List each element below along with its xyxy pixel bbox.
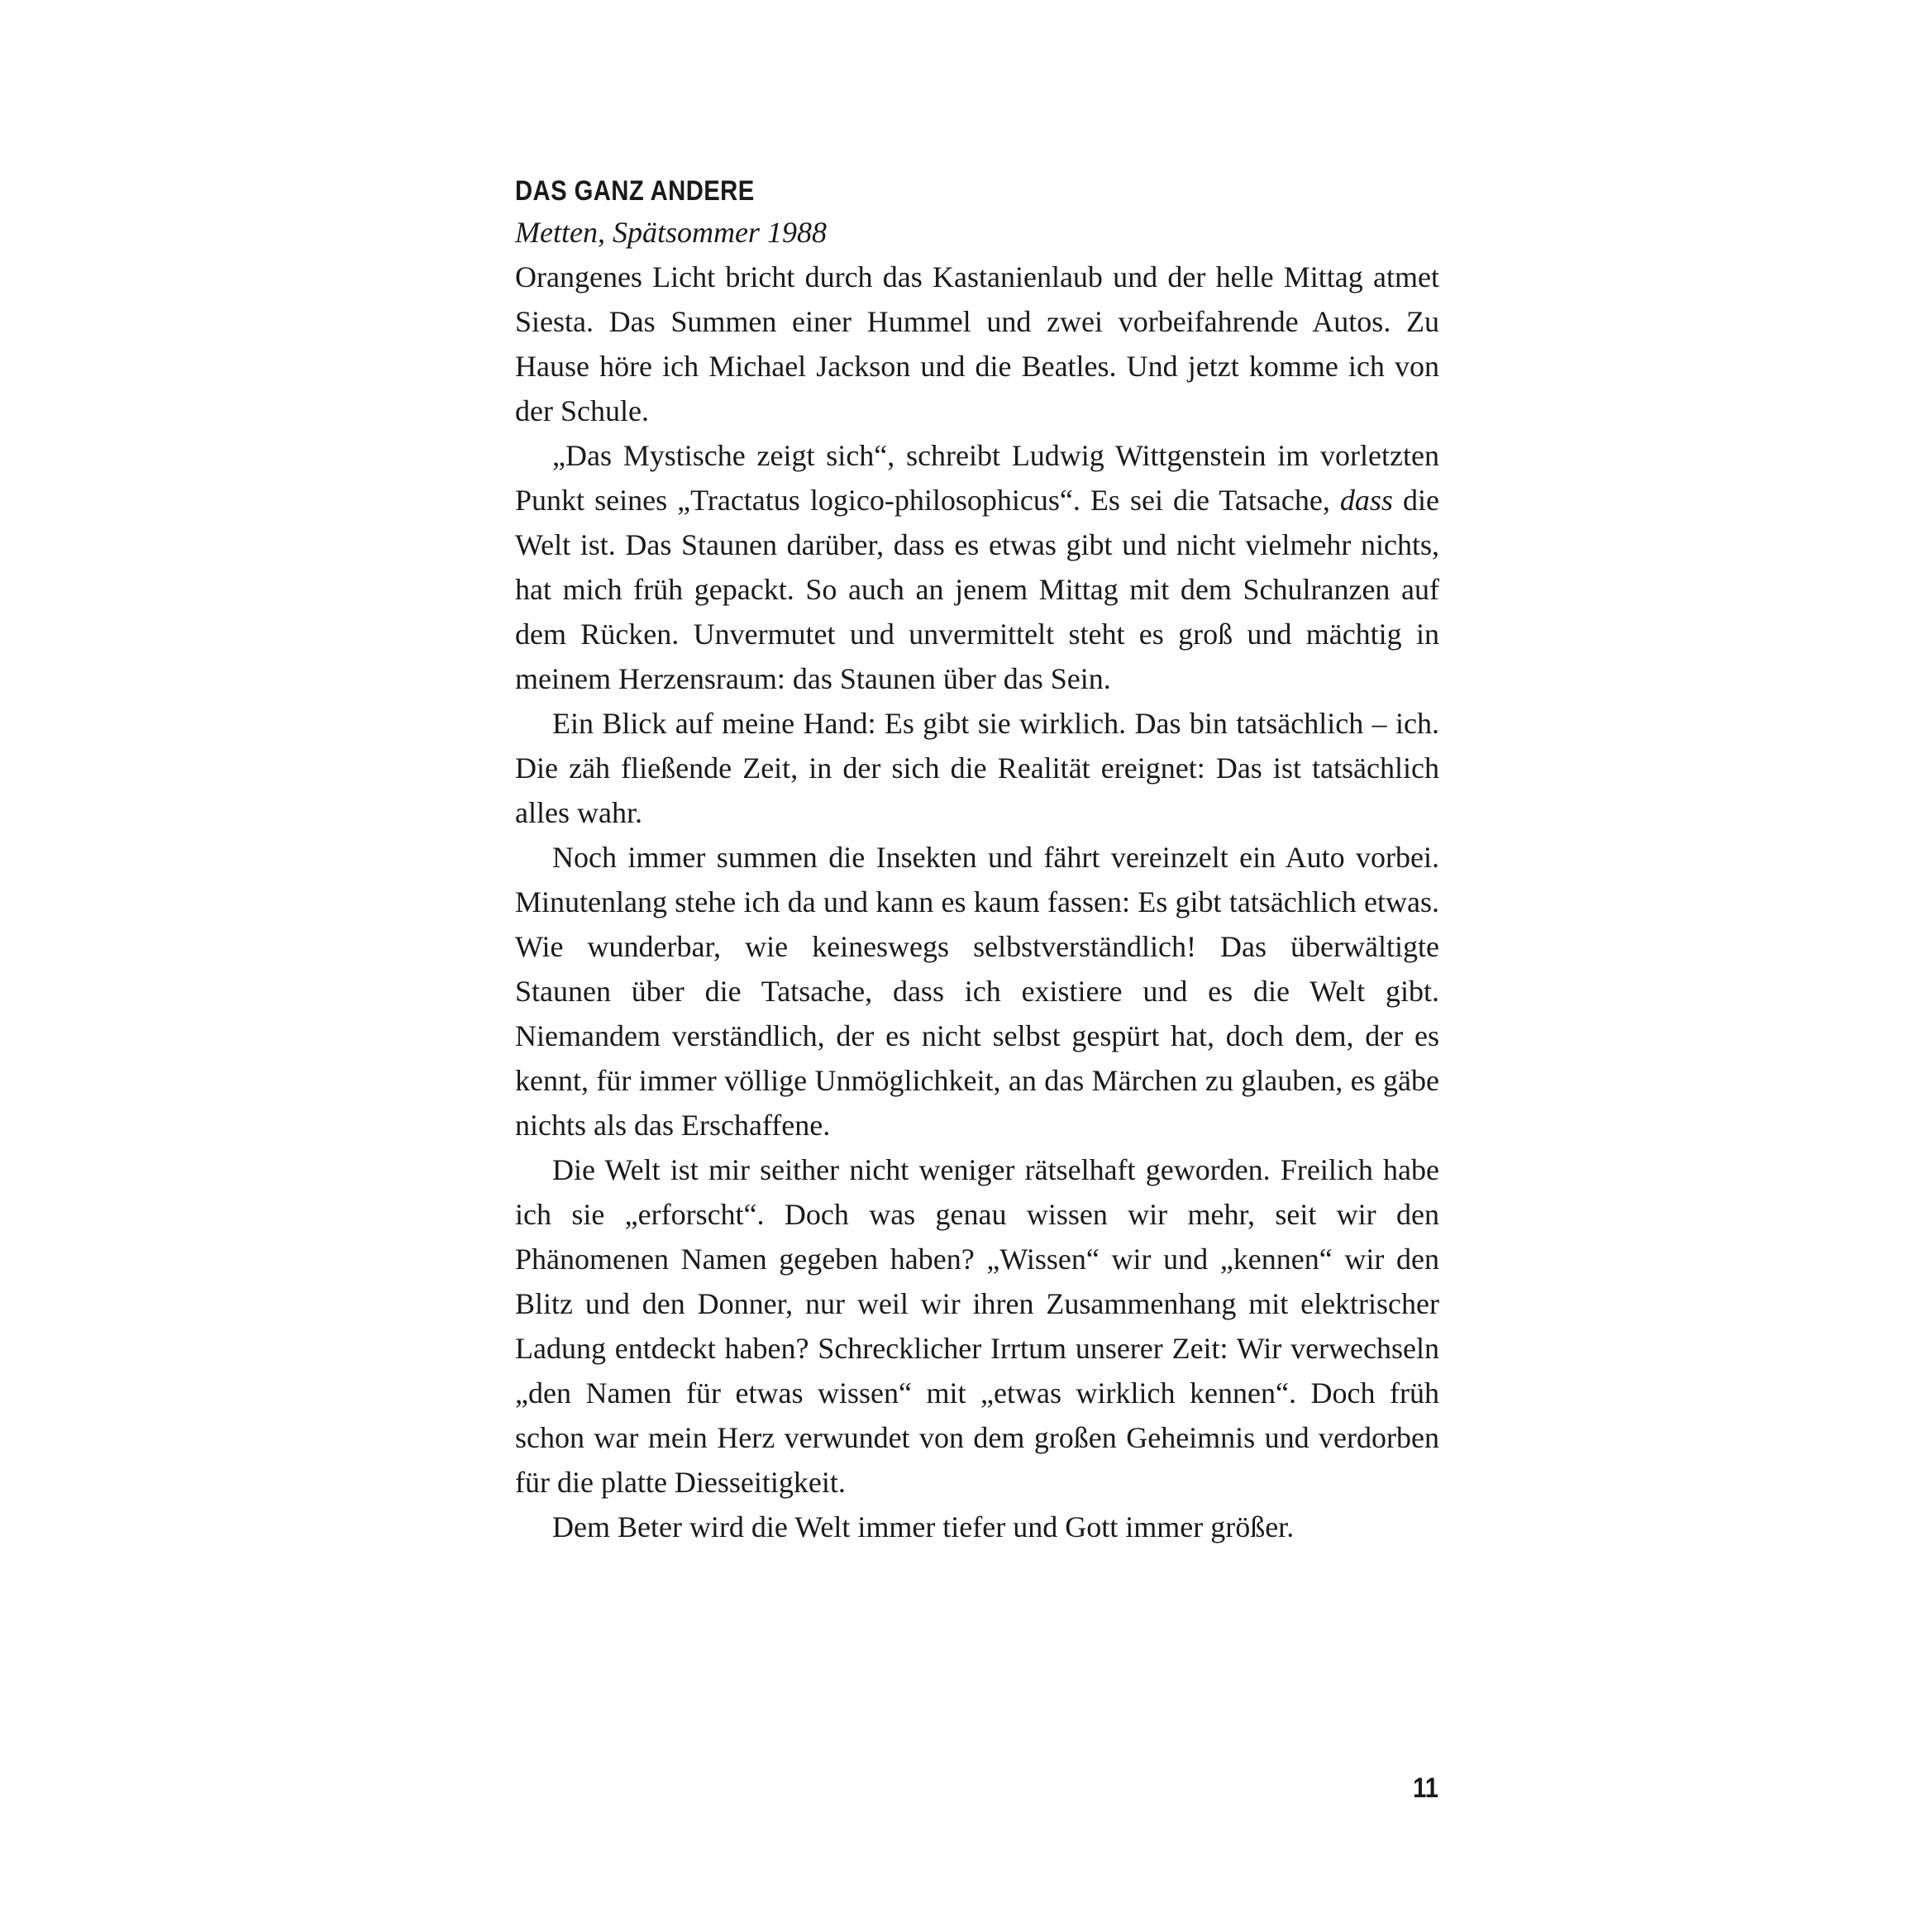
paragraph: Dem Beter wird die Welt immer tiefer und Gott immer größer. bbox=[552, 1510, 1295, 1543]
paragraph: Die Welt ist mir seither nicht weniger rätselhaft geworden. Freilich habe ich sie „erforscht“. Doch was genau wissen wir mehr, seit wir den Phänomenen Namen gegeben haben? „Wissen“ wir und „kennen“ wir den Blitz und den Donner, nur weil wir ihren Zusammenhang mit elektrischer Ladung entdeckt haben? Schrecklicher Irrtum unserer Zeit: Wir verwechseln „den Namen für etwas wissen“ mit „etwas wirklich kennen“. Doch früh schon war mein Herz verwundet von dem großen Geheimnis und verdorben für die platte Diesseitigkeit. bbox=[515, 1153, 1439, 1499]
chapter-subtitle: Metten, Spätsommer 1988 bbox=[515, 216, 827, 249]
body-text bbox=[515, 255, 1439, 1549]
paragraph-text: die Welt ist. Das Staunen darüber, dass es etwas gibt und nicht vielmehr nichts, hat mich früh gepackt. So auch an jenem Mittag mit dem Schulranzen auf dem Rücken. Unvermutet und unvermittelt steht es groß und mächtig in meinem Herzensraum: das Staunen über das Sein. bbox=[515, 484, 1439, 695]
chapter-title: DAS GANZ ANDERE bbox=[515, 175, 755, 207]
page-number: 11 bbox=[1413, 1772, 1438, 1804]
emphasis-text: dass bbox=[1339, 484, 1393, 517]
paragraph-text: „Das Mystische zeigt sich“, schreibt Ludwig Wittgenstein im vorletzten Punkt seines „Tractatus logico-philosophicus“. Es sei die Tatsache, bbox=[515, 439, 1439, 517]
paragraph: Noch immer summen die Insekten und fährt vereinzelt ein Auto vorbei. Minutenlang stehe ich da und kann es kaum fassen: Es gibt tatsächlich etwas. Wie wunderbar, wie keineswegs selbstverständlich! Das überwältigte Staunen über die Tatsache, dass ich existiere und es die Welt gibt. Niemandem verständlich, der es nicht selbst gespürt hat, doch dem, der es kennt, für immer völlige Unmöglichkeit, an das Märchen zu glauben, es gäbe nichts als das Erschaffene. bbox=[515, 841, 1439, 1142]
paragraph: Ein Blick auf meine Hand: Es gibt sie wirklich. Das bin tatsächlich – ich. Die zäh fließende Zeit, in der sich die Realität ereignet: Das ist tatsächlich alles wahr. bbox=[515, 707, 1439, 829]
paragraph: Orangenes Licht bricht durch das Kastanienlaub und der helle Mittag atmet Siesta. Das Summen einer Hummel und zwei vorbeifahrende Autos. Zu Hause höre ich Michael Jackson und die Beatles. Und jetzt komme ich von der Schule. bbox=[515, 260, 1439, 427]
paragraph bbox=[515, 433, 1439, 701]
text-block bbox=[515, 172, 1439, 1549]
